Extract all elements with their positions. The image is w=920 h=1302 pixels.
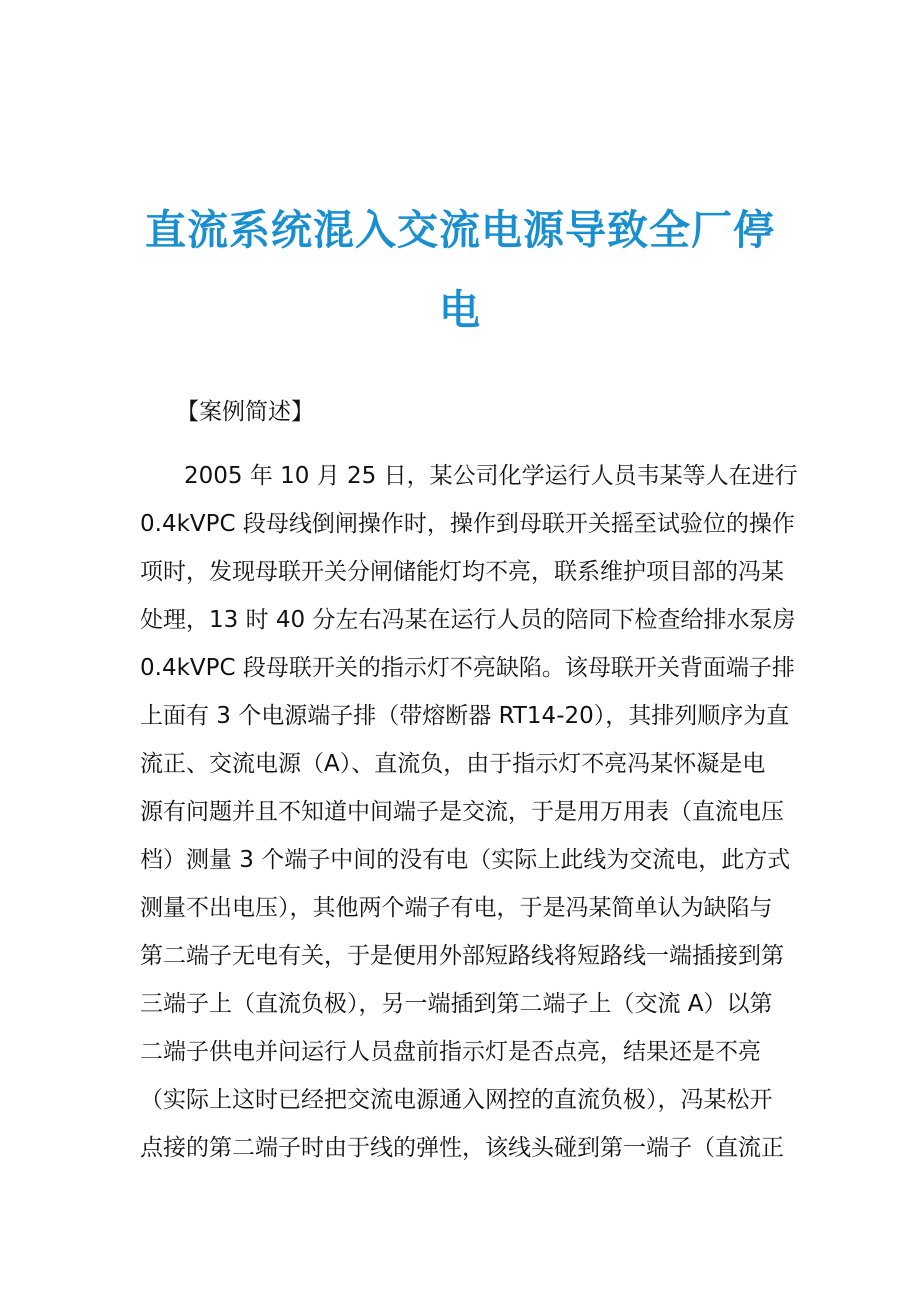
paragraph-line: 第二端子无电有关，于是便用外部短路线将短路线一端插接到第 — [140, 943, 784, 969]
document-title — [120, 190, 800, 350]
paragraph-line: 0.4kVPC 段母联开关的指示灯不亮缺陷。该母联开关背面端子排 — [140, 655, 795, 681]
paragraph-line: 二端子供电并问运行人员盘前指示灯是否点亮，结果还是不亮 — [140, 1039, 761, 1065]
document-title-line-2: 电 — [439, 286, 481, 334]
paragraph-line: （实际上这时已经把交流电源通入网控的直流负极），冯某松开 — [140, 1087, 773, 1113]
paragraph-line: 项时，发现母联开关分闸储能灯均不亮，联系维护项目部的冯某 — [140, 559, 784, 585]
paragraph-line: 2005 年 10 月 25 日，某公司化学运行人员韦某等人在进行 — [184, 463, 798, 489]
paragraph-line: 0.4kVPC 段母线倒闸操作时，操作到母联开关摇至试验位的操作 — [140, 511, 795, 537]
paragraph-line: 处理，13 时 40 分左右冯某在运行人员的陪同下检查给排水泵房 — [140, 607, 796, 633]
paragraph-line: 源有问题并且不知道中间端子是交流，于是用万用表（直流电压 — [140, 799, 784, 825]
case-description-paragraph — [140, 452, 798, 1172]
document-title-line-1: 直流系统混入交流电源导致全厂停 — [145, 206, 775, 254]
paragraph-line: 点接的第二端子时由于线的弹性，该线头碰到第一端子（直流正 — [140, 1135, 784, 1161]
paragraph-line: 测量不出电压），其他两个端子有电，于是冯某简单认为缺陷与 — [140, 895, 773, 921]
paragraph-line: 三端子上（直流负极），另一端插到第二端子上（交流 A）以第 — [140, 991, 773, 1017]
paragraph-line: 上面有 3 个电源端子排（带熔断器 RT14-20），其排列顺序为直 — [140, 703, 790, 729]
paragraph-line: 档）测量 3 个端子中间的没有电（实际上此线为交流电，此方式 — [140, 847, 791, 873]
paragraph-line: 流正、交流电源（A）、直流负，由于指示灯不亮冯某怀凝是电 — [140, 751, 766, 777]
section-heading: 【案例简述】 — [176, 399, 314, 425]
